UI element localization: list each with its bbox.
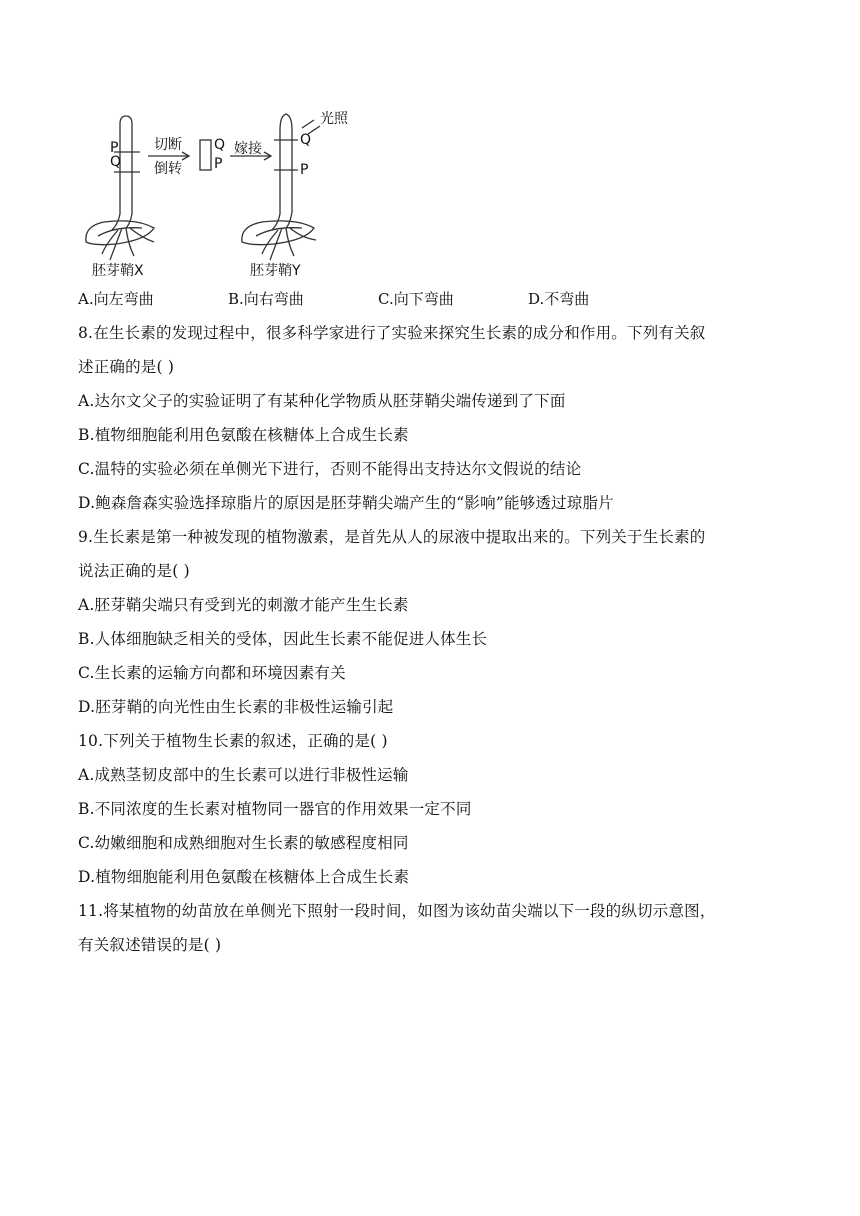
q10-option-a[interactable]: A.成熟茎韧皮部中的生长素可以进行非极性运输 <box>78 766 409 784</box>
q8-option-a[interactable]: A.达尔文父子的实验证明了有某种化学物质从胚芽鞘尖端传递到了下面 <box>78 392 566 410</box>
q9-stem-line2: 说法正确的是( ) <box>78 562 190 580</box>
arrow1-top-label: 切断 <box>154 137 182 153</box>
q7-option-c[interactable]: C.向下弯曲 <box>378 290 454 308</box>
q9-option-d[interactable]: D.胚芽鞘的向光性由生长素的非极性运输引起 <box>78 698 394 716</box>
caption-coleoptile-x: 胚芽鞘X <box>92 263 144 279</box>
arrow1-bottom-label: 倒转 <box>154 161 182 177</box>
q8-stem-line2: 述正确的是( ) <box>78 358 175 376</box>
q11-stem-line1: 11.将某植物的幼苗放在单侧光下照射一段时间，如图为该幼苗尖端以下一段的纵切示意图， <box>78 902 716 920</box>
label-q-right: Q <box>300 132 312 148</box>
q10-stem-line1: 10.下列关于植物生长素的叙述，正确的是( ) <box>78 732 388 750</box>
q7-option-a[interactable]: A.向左弯曲 <box>78 290 154 308</box>
q7-option-d[interactable]: D.不弯曲 <box>528 290 590 308</box>
coleoptile-diagram <box>76 104 366 282</box>
q7-options <box>78 288 778 310</box>
q10-option-c[interactable]: C.幼嫩细胞和成熟细胞对生长素的敏感程度相同 <box>78 834 409 852</box>
q8-option-d[interactable]: D.鲍森詹森实验选择琼脂片的原因是胚芽鞘尖端产生的“影响”能够透过琼脂片 <box>78 494 614 512</box>
label-p-left: P <box>110 140 119 156</box>
q10-option-b[interactable]: B.不同浓度的生长素对植物同一器官的作用效果一定不同 <box>78 800 472 818</box>
q9-option-a[interactable]: A.胚芽鞘尖端只有受到光的刺激才能产生生长素 <box>78 596 409 614</box>
q8-option-b[interactable]: B.植物细胞能利用色氨酸在核糖体上合成生长素 <box>78 426 409 444</box>
q8-option-c[interactable]: C.温特的实验必须在单侧光下进行，否则不能得出支持达尔文假说的结论 <box>78 460 582 478</box>
q9-option-b[interactable]: B.人体细胞缺乏相关的受体，因此生长素不能促进人体生长 <box>78 630 488 648</box>
q9-option-c[interactable]: C.生长素的运输方向都和环境因素有关 <box>78 664 346 682</box>
label-q-left: Q <box>110 154 122 170</box>
light-label: 光照 <box>320 111 348 127</box>
q8-stem-line1: 8.在生长素的发现过程中，很多科学家进行了实验来探究生长素的成分和作用。下列有关叙 <box>78 324 706 342</box>
q7-option-b[interactable]: B.向右弯曲 <box>228 290 304 308</box>
block-p-label: P <box>214 156 223 172</box>
block-q-label: Q <box>214 137 226 153</box>
q9-stem-line1: 9.生长素是第一种被发现的植物激素，是首先从人的尿液中提取出来的。下列关于生长素的 <box>78 528 706 546</box>
arrow2-top-label: 嫁接 <box>234 141 262 157</box>
caption-coleoptile-y: 胚芽鞘Y <box>250 263 301 279</box>
coleoptile-figure <box>76 104 366 282</box>
label-p-right: P <box>300 162 309 178</box>
q11-stem-line2: 有关叙述错误的是( ) <box>78 936 222 954</box>
q10-option-d[interactable]: D.植物细胞能利用色氨酸在核糖体上合成生长素 <box>78 868 410 886</box>
